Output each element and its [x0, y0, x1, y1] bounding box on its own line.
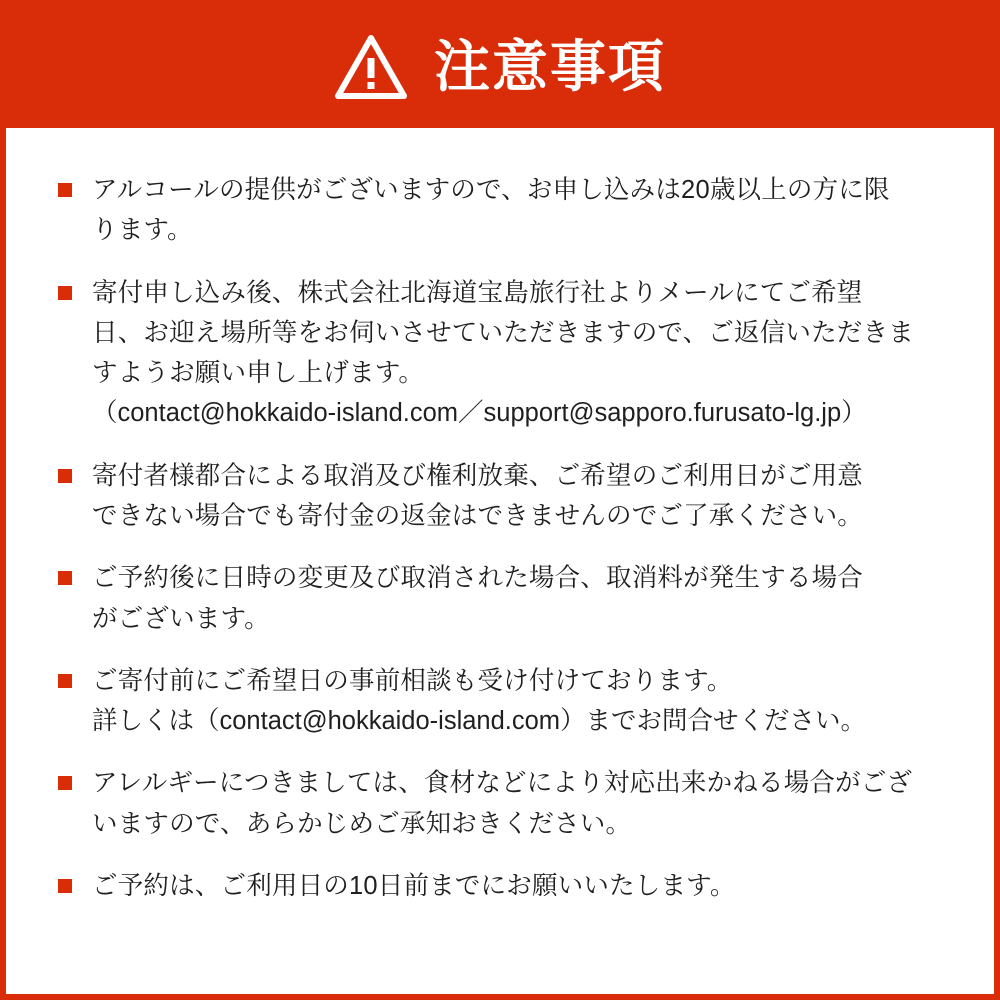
notice-header: [6, 6, 994, 128]
list-item: [50, 661, 954, 742]
note-line: できない場合でも寄付金の返金はできませんのでご了承ください。: [92, 501, 864, 530]
note-line: ります。: [92, 216, 193, 245]
note-line: 寄付者様都合による取消及び権利放棄、ご希望のご利用日がご用意: [92, 461, 864, 490]
notice-list: [50, 170, 954, 906]
note-line: いますので、あらかじめご承知おきください。: [92, 809, 632, 838]
square-bullet-icon: [58, 469, 72, 483]
note-line: ご予約は、ご利用日の10日前までにお願いいたします。: [92, 871, 736, 900]
note-line: アルコールの提供がございますので、お申し込みは20歳以上の方に限: [92, 176, 890, 204]
note-line: （contact@hokkaido-island.com／support@sapporo.furusato-lg.jp）: [92, 399, 867, 428]
list-item: [50, 763, 954, 844]
square-bullet-icon: [58, 776, 72, 790]
note-line: すようお願い申し上げます。: [92, 359, 425, 388]
list-item: [50, 866, 954, 906]
note-line: 日、お迎え場所等をお伺いさせていただきますので、ご返信いただきま: [92, 318, 914, 347]
page-title: 注意事項: [434, 35, 666, 98]
note-line: 詳しくは（contact@hokkaido-island.com）までお問合せください。: [92, 707, 867, 736]
square-bullet-icon: [58, 879, 72, 893]
note-line: アレルギーにつきましては、食材などにより対応出来かねる場合がござ: [92, 769, 913, 798]
list-item: [50, 456, 954, 537]
list-item: [50, 170, 954, 251]
warning-triangle-icon: [334, 34, 408, 100]
list-item: [50, 273, 954, 434]
note-line: ご寄付前にご希望日の事前相談も受け付けております。: [92, 666, 733, 695]
square-bullet-icon: [58, 674, 72, 688]
note-line: ご予約後に日時の変更及び取消された場合、取消料が発生する場合: [92, 564, 864, 593]
list-item: [50, 558, 954, 639]
square-bullet-icon: [58, 571, 72, 585]
notice-body: [6, 128, 994, 906]
square-bullet-icon: [58, 183, 72, 197]
note-line: がございます。: [92, 604, 270, 633]
note-line: 寄付申し込み後、株式会社北海道宝島旅行社よりメールにてご希望: [92, 278, 863, 307]
square-bullet-icon: [58, 286, 72, 300]
